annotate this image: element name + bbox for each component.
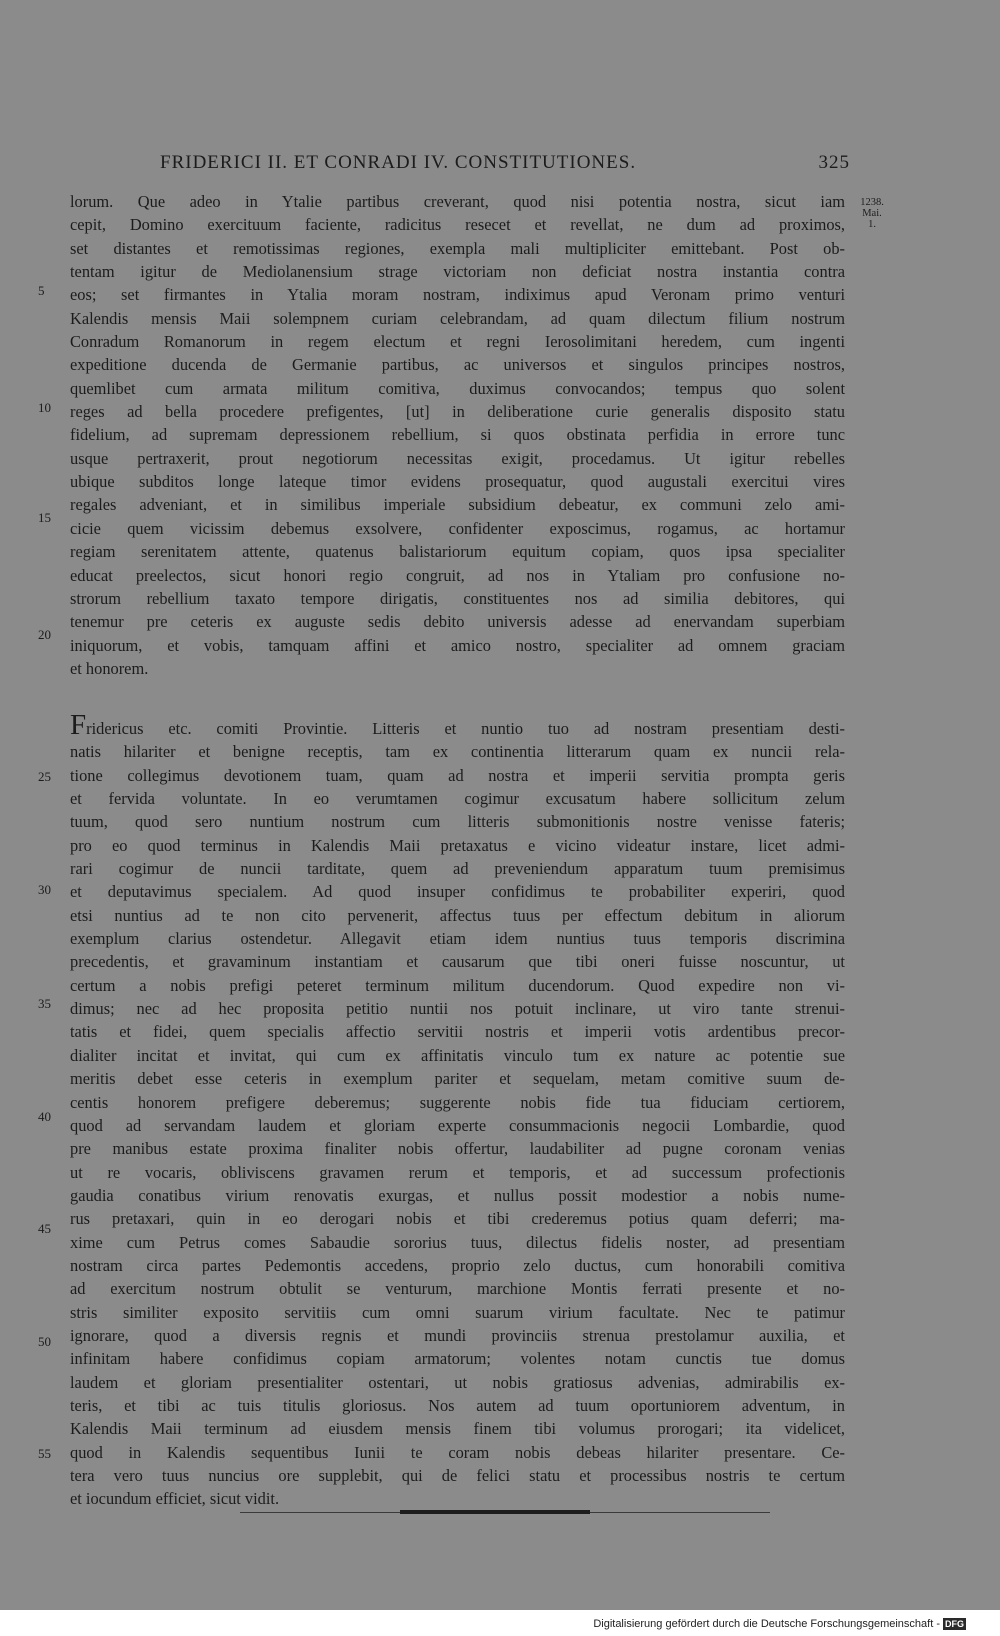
- line-number: 30: [38, 882, 51, 897]
- line-number: 15: [38, 510, 51, 525]
- text-line: expeditione ducenda de Germanie partibus, ac universos et singulos principes nostros,: [70, 355, 845, 375]
- text-line: tatis et fidei, quem specialis affectio servitii nostris et imperii votis ardentibus precor-: [70, 1022, 845, 1042]
- text-line-content: ridericus etc. comiti Provintie. Litteris et nuntio tuo ad nostram presentiam desti-: [86, 719, 845, 738]
- paragraph-1: [70, 190, 845, 680]
- margin-day: 1.: [868, 219, 876, 230]
- text-line: centis honorem prefigere deberemus; suggerente nobis fide tua fiduciam certiorem,: [70, 1092, 845, 1112]
- paragraph-2: [70, 709, 845, 1511]
- text-line: precedentis, et gravaminum instantiam et causarum que tibi oneri fuisse noscuntur, ut: [70, 952, 845, 972]
- text-line: meritis debet esse ceteris in exemplum pariter et sequelam, metam comitive suum de-: [70, 1069, 845, 1089]
- text-line: tentam igitur de Mediolanensium strage victoriam non deficiat nostra instantia contra: [70, 262, 845, 282]
- text-line: cicie quem vicissim debemus exsolvere, confidenter exposcimus, rogamus, ac hortamur: [70, 518, 845, 538]
- line-number: 35: [38, 996, 51, 1011]
- text-line: [70, 709, 845, 741]
- text-line: natis hilariter et benigne receptis, tam ex continentia litterarum quam ex nuncii rela-: [70, 742, 845, 762]
- line-number: 50: [38, 1334, 51, 1349]
- text-line: dimus; nec ad hec proposita petitio nuntii nos potuit inclinare, ut viro tante strenui-: [70, 999, 845, 1019]
- text-line: gaudia conatibus virium renovatis exurgas, et nullus possit modestior a nobis nume-: [70, 1185, 845, 1205]
- line-number: 45: [38, 1221, 51, 1236]
- line-number: 55: [38, 1446, 51, 1461]
- text-line: educat preelectos, sicut honori regio congruit, ad nos in Ytaliam pro confusione no-: [70, 565, 845, 585]
- text-line: tera vero tuus nuncius ore supplebit, qui de felici statu et processibus nostris te certum: [70, 1466, 845, 1485]
- text-line: set distantes et remotissimas regiones, exempla mali multipliciter emittebant. Post ob-: [70, 238, 845, 258]
- margin-year: 1238.: [860, 197, 884, 208]
- dfg-logo-icon: DFG: [945, 1619, 964, 1629]
- end-rule-right: [590, 1512, 770, 1513]
- text-line: et honorem.: [70, 658, 149, 678]
- text-line: tione collegimus devotionem tuam, quam ad nostra et imperii servitia prompta geris: [70, 765, 845, 785]
- text-line: et iocundum efficiet, sicut vidit.: [70, 1489, 280, 1509]
- text-line: rus pretaxari, quin in eo derogari nobis et tibi crederemus potius quam deferri; ma-: [70, 1209, 845, 1229]
- end-rule-center: [400, 1510, 590, 1514]
- text-line: infinitam habere confidimus copiam armatorum; volentes notam cunctis tue domus: [70, 1349, 845, 1369]
- text-line: laudem et gloriam presentialiter ostentari, ut nobis gratiosus advenias, admirabilis ex-: [70, 1372, 845, 1392]
- line-number: 40: [38, 1109, 51, 1124]
- text-line: tuum, quod sero nuntium nostrum cum litteris submonitionis nostre venisse fateris;: [70, 812, 845, 832]
- text-line: pre manibus estate proxima finaliter nobis offertur, laudabiliter ad pugne coronam venias: [70, 1139, 845, 1159]
- page-number: 325: [818, 152, 850, 173]
- text-line: certum a nobis prefigi peteret terminum militum ducendorum. Quod expedire non vi-: [70, 975, 845, 995]
- footer-credit: Digitalisierung gefördert durch die Deutsche Forschungsgemeinschaft -: [593, 1618, 940, 1630]
- text-line: teris, et tibi ac tuis titulis gloriosus. Nos autem ad tuum oportuniorem adventum, in: [70, 1395, 845, 1415]
- text-line: regiam serenitatem attente, quatenus balistariorum equitum copiam, quos ipsa specialiter: [70, 542, 845, 562]
- text-line: reges ad bella procedere prefigentes, [ut] in deliberatione curie generalis disposito statu: [70, 402, 845, 422]
- digitization-footer: [593, 1617, 966, 1631]
- text-line: xime cum Petrus comes Sabaudie sororius tuus, dilectus fidelis noster, ad presentiam: [70, 1232, 845, 1252]
- text-line: quod ad servandam laudem et gloriam experte consummacionis negocii Lombardie, quod: [70, 1115, 845, 1135]
- text-line: quemlibet cum armata militum comitiva, duximus convocandos; tempus quo solent: [70, 378, 845, 398]
- text-line: fidelium, ad supremam depressionem rebellium, si quos obstinata perfidia in errore tunc: [70, 425, 845, 445]
- text-line: cepit, Domino exercituum faciente, radicitus resecet et revellat, ne dum ad proximos,: [70, 215, 845, 235]
- text-line: et fervida voluntate. In eo verumtamen cogimur excusatum habere sollicitum zelum: [70, 789, 845, 809]
- text-line: usque pertraxerit, prout negotiorum necessitas exigit, procedamus. Ut igitur rebelles: [70, 448, 845, 468]
- text-line: ut re vocaris, obliviscens gravamen rerum et temporis, et ad successum profectionis: [70, 1162, 845, 1182]
- text-line: exemplum clarius ostendetur. Allegavit etiam idem nuntius tuus temporis discrimina: [70, 929, 845, 949]
- running-title: FRIDERICI II. ET CONRADI IV. CONSTITUTIONES.: [160, 152, 637, 173]
- text-line: tenemur pre ceteris ex auguste sedis debito universis adesse ad enervandam superbiam: [70, 612, 845, 632]
- text-line: ad exercitum nostrum obtulit se venturum, marchione Montis ferrati presente et no-: [70, 1279, 845, 1299]
- text-line: et deputavimus specialem. Ad quod insuper confidimus te probabiliter experiri, quod: [70, 882, 845, 902]
- text-line: lorum. Que adeo in Ytalie partibus creverant, quod nisi potentia nostra, sicut iam: [70, 192, 845, 211]
- text-line: iniquorum, et vobis, tamquam affini et amico nostro, specialiter ad omnem graciam: [70, 635, 845, 655]
- text-line: ignorare, quod a diversis regnis et mundi provinciis strenua prestolamur auxilia, et: [70, 1325, 845, 1345]
- text-line: etsi nuntius ad te non cito pervenerit, affectus tuus per effectum debitum in aliorum: [70, 905, 845, 925]
- text-line: quod in Kalendis sequentibus Iunii te coram nobis debeas hilariter presentare. Ce-: [70, 1442, 845, 1462]
- running-header: [160, 150, 850, 176]
- line-number: 20: [38, 627, 51, 642]
- text-line: regales adveniant, et in similibus imperiale subsidium debeatur, ex communi zelo ami-: [70, 495, 845, 515]
- text-line: pro eo quod terminus in Kalendis Maii pretaxatus e vicino videatur instare, licet admi-: [70, 835, 845, 855]
- text-line: Conradum Romanorum in regem electum et regni Ierosolimitani heredem, cum ingenti: [70, 332, 845, 352]
- line-number: 25: [38, 769, 51, 784]
- initial-letter: F: [70, 709, 87, 741]
- end-rule-left: [240, 1512, 400, 1513]
- line-number: 10: [38, 400, 51, 415]
- text-line: Kalendis Maii terminum ad eiusdem mensis finem tibi volumus prorogari; ita videlicet,: [70, 1419, 845, 1439]
- text-line: strorum rebellium taxato tempore dirigatis, constituentes nos ad similia debitores, qui: [70, 588, 845, 608]
- text-line: rari cogimur de nuncii tarditate, quem ad preveniendum apparatum tuum premisimus: [70, 859, 845, 879]
- text-line: Kalendis mensis Maii solempnem curiam celebrandam, ad quam dilectum filium nostrum: [70, 308, 845, 328]
- text-line: ubique subditos longe lateque timor evidens prosequatur, quod augustali exercitui vires: [70, 472, 845, 492]
- line-number: 5: [38, 283, 45, 298]
- text-line: nostram circa partes Pedemontis accedens, proprio zelo ductus, cum honorabili comitiva: [70, 1255, 845, 1275]
- margin-date-note: [852, 197, 892, 230]
- text-line: eos; set firmantes in Ytalia moram nostram, indiximus apud Veronam primo venturi: [70, 285, 845, 305]
- text-line: stris similiter exposito servitiis cum omni suarum virium facultate. Nec te patimur: [70, 1302, 845, 1322]
- margin-month: Mai.: [862, 208, 882, 219]
- text-line: dialiter incitat et invitat, qui cum ex affinitatis vinculo tum ex nature ac potentie sue: [70, 1045, 845, 1065]
